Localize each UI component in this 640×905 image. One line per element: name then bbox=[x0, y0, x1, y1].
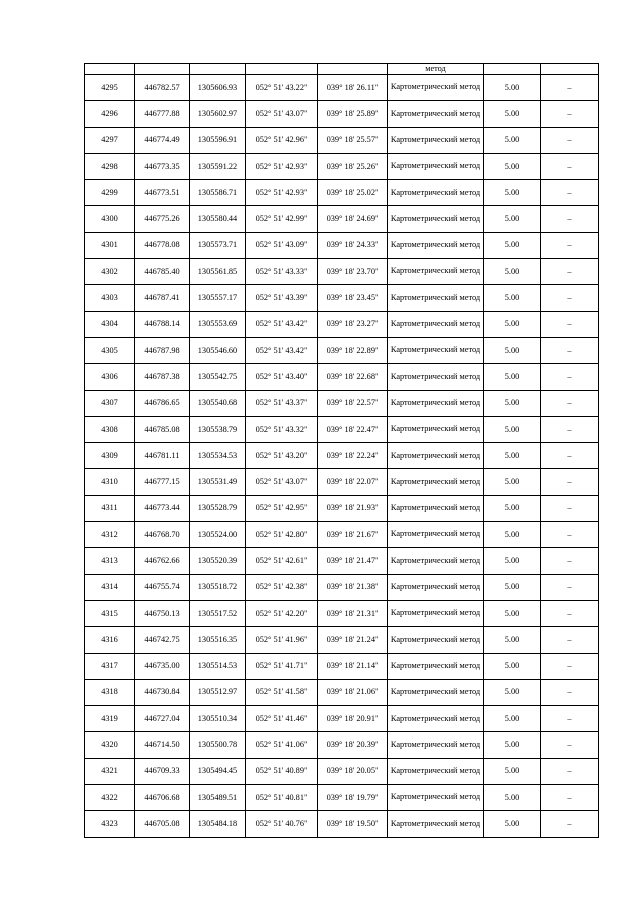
note-cell: – bbox=[541, 443, 599, 469]
x-coordinate-cell: 446773.35 bbox=[135, 153, 190, 179]
table-row bbox=[85, 206, 599, 232]
x-coordinate-cell: 446755.74 bbox=[135, 574, 190, 600]
point-number-cell: 4318 bbox=[85, 679, 135, 705]
method-cell: Картометрический метод bbox=[388, 285, 484, 311]
point-number-cell: 4309 bbox=[85, 443, 135, 469]
point-number-cell: 4303 bbox=[85, 285, 135, 311]
longitude-cell: 039° 18' 21.14" bbox=[318, 653, 388, 679]
accuracy-cell: 5.00 bbox=[484, 679, 541, 705]
latitude-cell: 052° 51' 42.93" bbox=[246, 180, 318, 206]
method-cell: Картометрический метод bbox=[388, 364, 484, 390]
latitude-cell: 052° 51' 43.22" bbox=[246, 75, 318, 101]
method-cell: Картометрический метод bbox=[388, 811, 484, 837]
method-cell: Картометрический метод bbox=[388, 785, 484, 811]
longitude-cell: 039° 18' 21.06" bbox=[318, 679, 388, 705]
note-cell: – bbox=[541, 180, 599, 206]
table-row bbox=[85, 627, 599, 653]
table-row bbox=[85, 364, 599, 390]
note-cell: – bbox=[541, 706, 599, 732]
x-coordinate-cell: 446778.08 bbox=[135, 232, 190, 258]
point-number-cell: 4300 bbox=[85, 206, 135, 232]
method-cell: Картометрический метод bbox=[388, 337, 484, 363]
x-coordinate-cell: 446787.98 bbox=[135, 337, 190, 363]
note-cell: – bbox=[541, 416, 599, 442]
accuracy-cell: 5.00 bbox=[484, 390, 541, 416]
method-cell: Картометрический метод bbox=[388, 390, 484, 416]
y-coordinate-cell: 1305531.49 bbox=[190, 469, 246, 495]
table-row bbox=[85, 232, 599, 258]
note-cell: – bbox=[541, 811, 599, 837]
point-number-cell: 4319 bbox=[85, 706, 135, 732]
longitude-cell: 039° 18' 20.39" bbox=[318, 732, 388, 758]
table-row bbox=[85, 127, 599, 153]
accuracy-cell: 5.00 bbox=[484, 364, 541, 390]
point-number-cell: 4316 bbox=[85, 627, 135, 653]
accuracy-cell: 5.00 bbox=[484, 311, 541, 337]
note-cell: – bbox=[541, 259, 599, 285]
method-cell: Картометрический метод bbox=[388, 416, 484, 442]
table-row bbox=[85, 811, 599, 837]
longitude-cell: 039° 18' 25.89" bbox=[318, 101, 388, 127]
table-cell bbox=[190, 64, 246, 75]
point-number-cell: 4295 bbox=[85, 75, 135, 101]
table-cell bbox=[541, 64, 599, 75]
y-coordinate-cell: 1305591.22 bbox=[190, 153, 246, 179]
table-row bbox=[85, 600, 599, 626]
latitude-cell: 052° 51' 43.20" bbox=[246, 443, 318, 469]
point-number-cell: 4301 bbox=[85, 232, 135, 258]
latitude-cell: 052° 51' 42.95" bbox=[246, 495, 318, 521]
method-cell: Картометрический метод bbox=[388, 495, 484, 521]
table-cell bbox=[318, 64, 388, 75]
y-coordinate-cell: 1305520.39 bbox=[190, 548, 246, 574]
latitude-cell: 052° 51' 41.96" bbox=[246, 627, 318, 653]
longitude-cell: 039° 18' 19.79" bbox=[318, 785, 388, 811]
accuracy-cell: 5.00 bbox=[484, 206, 541, 232]
point-number-cell: 4321 bbox=[85, 758, 135, 784]
latitude-cell: 052° 51' 42.61" bbox=[246, 548, 318, 574]
table-cell bbox=[484, 64, 541, 75]
y-coordinate-cell: 1305484.18 bbox=[190, 811, 246, 837]
note-cell: – bbox=[541, 337, 599, 363]
longitude-cell: 039° 18' 21.38" bbox=[318, 574, 388, 600]
y-coordinate-cell: 1305553.69 bbox=[190, 311, 246, 337]
note-cell: – bbox=[541, 653, 599, 679]
note-cell: – bbox=[541, 75, 599, 101]
point-number-cell: 4296 bbox=[85, 101, 135, 127]
y-coordinate-cell: 1305494.45 bbox=[190, 758, 246, 784]
latitude-cell: 052° 51' 42.93" bbox=[246, 153, 318, 179]
accuracy-cell: 5.00 bbox=[484, 811, 541, 837]
accuracy-cell: 5.00 bbox=[484, 153, 541, 179]
point-number-cell: 4297 bbox=[85, 127, 135, 153]
longitude-cell: 039° 18' 21.47" bbox=[318, 548, 388, 574]
y-coordinate-cell: 1305602.97 bbox=[190, 101, 246, 127]
method-cell: Картометрический метод bbox=[388, 706, 484, 732]
point-number-cell: 4306 bbox=[85, 364, 135, 390]
x-coordinate-cell: 446706.68 bbox=[135, 785, 190, 811]
y-coordinate-cell: 1305573.71 bbox=[190, 232, 246, 258]
y-coordinate-cell: 1305524.00 bbox=[190, 522, 246, 548]
y-coordinate-cell: 1305546.60 bbox=[190, 337, 246, 363]
longitude-cell: 039° 18' 22.68" bbox=[318, 364, 388, 390]
method-cell: Картометрический метод bbox=[388, 180, 484, 206]
accuracy-cell: 5.00 bbox=[484, 574, 541, 600]
note-cell: – bbox=[541, 390, 599, 416]
point-number-cell: 4310 bbox=[85, 469, 135, 495]
point-number-cell: 4320 bbox=[85, 732, 135, 758]
y-coordinate-cell: 1305516.35 bbox=[190, 627, 246, 653]
longitude-cell: 039° 18' 19.50" bbox=[318, 811, 388, 837]
longitude-cell: 039° 18' 22.24" bbox=[318, 443, 388, 469]
note-cell: – bbox=[541, 679, 599, 705]
y-coordinate-cell: 1305489.51 bbox=[190, 785, 246, 811]
method-cell: Картометрический метод bbox=[388, 574, 484, 600]
point-number-cell: 4307 bbox=[85, 390, 135, 416]
latitude-cell: 052° 51' 43.40" bbox=[246, 364, 318, 390]
note-cell: – bbox=[541, 232, 599, 258]
note-cell: – bbox=[541, 364, 599, 390]
accuracy-cell: 5.00 bbox=[484, 285, 541, 311]
longitude-cell: 039° 18' 22.57" bbox=[318, 390, 388, 416]
method-cell: Картометрический метод bbox=[388, 627, 484, 653]
longitude-cell: 039° 18' 20.05" bbox=[318, 758, 388, 784]
accuracy-cell: 5.00 bbox=[484, 232, 541, 258]
latitude-cell: 052° 51' 40.76" bbox=[246, 811, 318, 837]
table-row bbox=[85, 153, 599, 179]
y-coordinate-cell: 1305557.17 bbox=[190, 285, 246, 311]
note-cell: – bbox=[541, 469, 599, 495]
note-cell: – bbox=[541, 732, 599, 758]
method-cell: Картометрический метод bbox=[388, 522, 484, 548]
x-coordinate-cell: 446730.84 bbox=[135, 679, 190, 705]
note-cell: – bbox=[541, 574, 599, 600]
latitude-cell: 052° 51' 41.06" bbox=[246, 732, 318, 758]
x-coordinate-cell: 446781.11 bbox=[135, 443, 190, 469]
x-coordinate-cell: 446787.41 bbox=[135, 285, 190, 311]
point-number-cell: 4317 bbox=[85, 653, 135, 679]
y-coordinate-cell: 1305510.34 bbox=[190, 706, 246, 732]
y-coordinate-cell: 1305586.71 bbox=[190, 180, 246, 206]
table-cell: метод bbox=[388, 64, 484, 75]
x-coordinate-cell: 446777.15 bbox=[135, 469, 190, 495]
note-cell: – bbox=[541, 311, 599, 337]
method-cell: Картометрический метод bbox=[388, 758, 484, 784]
x-coordinate-cell: 446786.65 bbox=[135, 390, 190, 416]
accuracy-cell: 5.00 bbox=[484, 600, 541, 626]
accuracy-cell: 5.00 bbox=[484, 416, 541, 442]
accuracy-cell: 5.00 bbox=[484, 548, 541, 574]
table-row bbox=[85, 416, 599, 442]
y-coordinate-cell: 1305517.52 bbox=[190, 600, 246, 626]
latitude-cell: 052° 51' 41.58" bbox=[246, 679, 318, 705]
point-number-cell: 4322 bbox=[85, 785, 135, 811]
accuracy-cell: 5.00 bbox=[484, 522, 541, 548]
longitude-cell: 039° 18' 25.26" bbox=[318, 153, 388, 179]
x-coordinate-cell: 446773.44 bbox=[135, 495, 190, 521]
x-coordinate-cell: 446768.70 bbox=[135, 522, 190, 548]
longitude-cell: 039° 18' 25.57" bbox=[318, 127, 388, 153]
method-cell: Картометрический метод bbox=[388, 600, 484, 626]
point-number-cell: 4312 bbox=[85, 522, 135, 548]
table-row bbox=[85, 259, 599, 285]
y-coordinate-cell: 1305518.72 bbox=[190, 574, 246, 600]
x-coordinate-cell: 446788.14 bbox=[135, 311, 190, 337]
accuracy-cell: 5.00 bbox=[484, 101, 541, 127]
x-coordinate-cell: 446782.57 bbox=[135, 75, 190, 101]
table-row bbox=[85, 285, 599, 311]
accuracy-cell: 5.00 bbox=[484, 337, 541, 363]
longitude-cell: 039° 18' 22.07" bbox=[318, 469, 388, 495]
accuracy-cell: 5.00 bbox=[484, 758, 541, 784]
point-number-cell: 4302 bbox=[85, 259, 135, 285]
longitude-cell: 039° 18' 25.02" bbox=[318, 180, 388, 206]
longitude-cell: 039° 18' 21.93" bbox=[318, 495, 388, 521]
table-row bbox=[85, 443, 599, 469]
x-coordinate-cell: 446742.75 bbox=[135, 627, 190, 653]
note-cell: – bbox=[541, 153, 599, 179]
note-cell: – bbox=[541, 522, 599, 548]
y-coordinate-cell: 1305542.75 bbox=[190, 364, 246, 390]
table-row bbox=[85, 706, 599, 732]
table-cell bbox=[246, 64, 318, 75]
latitude-cell: 052° 51' 40.81" bbox=[246, 785, 318, 811]
longitude-cell: 039° 18' 22.47" bbox=[318, 416, 388, 442]
accuracy-cell: 5.00 bbox=[484, 653, 541, 679]
x-coordinate-cell: 446787.38 bbox=[135, 364, 190, 390]
y-coordinate-cell: 1305538.79 bbox=[190, 416, 246, 442]
note-cell: – bbox=[541, 548, 599, 574]
method-cell: Картометрический метод bbox=[388, 311, 484, 337]
y-coordinate-cell: 1305596.91 bbox=[190, 127, 246, 153]
method-cell: Картометрический метод bbox=[388, 232, 484, 258]
table-row bbox=[85, 758, 599, 784]
accuracy-cell: 5.00 bbox=[484, 443, 541, 469]
longitude-cell: 039° 18' 24.33" bbox=[318, 232, 388, 258]
accuracy-cell: 5.00 bbox=[484, 127, 541, 153]
accuracy-cell: 5.00 bbox=[484, 706, 541, 732]
latitude-cell: 052° 51' 43.42" bbox=[246, 311, 318, 337]
x-coordinate-cell: 446775.26 bbox=[135, 206, 190, 232]
method-cell: Картометрический метод bbox=[388, 679, 484, 705]
table-row bbox=[85, 785, 599, 811]
method-cell: Картометрический метод bbox=[388, 206, 484, 232]
x-coordinate-cell: 446727.04 bbox=[135, 706, 190, 732]
latitude-cell: 052° 51' 42.80" bbox=[246, 522, 318, 548]
latitude-cell: 052° 51' 43.37" bbox=[246, 390, 318, 416]
point-number-cell: 4305 bbox=[85, 337, 135, 363]
y-coordinate-cell: 1305514.53 bbox=[190, 653, 246, 679]
y-coordinate-cell: 1305606.93 bbox=[190, 75, 246, 101]
y-coordinate-cell: 1305500.78 bbox=[190, 732, 246, 758]
table-row bbox=[85, 75, 599, 101]
method-cell: Картометрический метод bbox=[388, 75, 484, 101]
table-row bbox=[85, 548, 599, 574]
point-number-cell: 4304 bbox=[85, 311, 135, 337]
note-cell: – bbox=[541, 627, 599, 653]
method-cell: Картометрический метод bbox=[388, 469, 484, 495]
point-number-cell: 4313 bbox=[85, 548, 135, 574]
longitude-cell: 039° 18' 24.69" bbox=[318, 206, 388, 232]
latitude-cell: 052° 51' 42.96" bbox=[246, 127, 318, 153]
accuracy-cell: 5.00 bbox=[484, 732, 541, 758]
note-cell: – bbox=[541, 206, 599, 232]
accuracy-cell: 5.00 bbox=[484, 469, 541, 495]
x-coordinate-cell: 446750.13 bbox=[135, 600, 190, 626]
x-coordinate-cell: 446762.66 bbox=[135, 548, 190, 574]
longitude-cell: 039° 18' 26.11" bbox=[318, 75, 388, 101]
y-coordinate-cell: 1305580.44 bbox=[190, 206, 246, 232]
point-number-cell: 4314 bbox=[85, 574, 135, 600]
table-row bbox=[85, 337, 599, 363]
latitude-cell: 052° 51' 41.71" bbox=[246, 653, 318, 679]
y-coordinate-cell: 1305512.97 bbox=[190, 679, 246, 705]
method-cell: Картометрический метод bbox=[388, 101, 484, 127]
table-row bbox=[85, 390, 599, 416]
y-coordinate-cell: 1305534.53 bbox=[190, 443, 246, 469]
point-number-cell: 4299 bbox=[85, 180, 135, 206]
longitude-cell: 039° 18' 23.45" bbox=[318, 285, 388, 311]
x-coordinate-cell: 446774.49 bbox=[135, 127, 190, 153]
longitude-cell: 039° 18' 21.24" bbox=[318, 627, 388, 653]
longitude-cell: 039° 18' 21.67" bbox=[318, 522, 388, 548]
latitude-cell: 052° 51' 43.39" bbox=[246, 285, 318, 311]
latitude-cell: 052° 51' 43.07" bbox=[246, 469, 318, 495]
latitude-cell: 052° 51' 42.20" bbox=[246, 600, 318, 626]
x-coordinate-cell: 446777.88 bbox=[135, 101, 190, 127]
latitude-cell: 052° 51' 41.46" bbox=[246, 706, 318, 732]
table-row bbox=[85, 574, 599, 600]
table-row bbox=[85, 101, 599, 127]
y-coordinate-cell: 1305561.85 bbox=[190, 259, 246, 285]
note-cell: – bbox=[541, 101, 599, 127]
method-cell: Картометрический метод bbox=[388, 548, 484, 574]
method-cell: Картометрический метод bbox=[388, 732, 484, 758]
method-cell: Картометрический метод bbox=[388, 443, 484, 469]
x-coordinate-cell: 446785.40 bbox=[135, 259, 190, 285]
accuracy-cell: 5.00 bbox=[484, 627, 541, 653]
accuracy-cell: 5.00 bbox=[484, 495, 541, 521]
table-row bbox=[85, 679, 599, 705]
x-coordinate-cell: 446705.08 bbox=[135, 811, 190, 837]
note-cell: – bbox=[541, 600, 599, 626]
accuracy-cell: 5.00 bbox=[484, 180, 541, 206]
note-cell: – bbox=[541, 495, 599, 521]
accuracy-cell: 5.00 bbox=[484, 259, 541, 285]
latitude-cell: 052° 51' 40.89" bbox=[246, 758, 318, 784]
point-number-cell: 4298 bbox=[85, 153, 135, 179]
table-row bbox=[85, 653, 599, 679]
method-cell: Картометрический метод bbox=[388, 653, 484, 679]
x-coordinate-cell: 446714.50 bbox=[135, 732, 190, 758]
latitude-cell: 052° 51' 42.38" bbox=[246, 574, 318, 600]
method-cell: Картометрический метод bbox=[388, 259, 484, 285]
y-coordinate-cell: 1305540.68 bbox=[190, 390, 246, 416]
latitude-cell: 052° 51' 43.07" bbox=[246, 101, 318, 127]
table-row bbox=[85, 495, 599, 521]
latitude-cell: 052° 51' 43.33" bbox=[246, 259, 318, 285]
point-number-cell: 4315 bbox=[85, 600, 135, 626]
table-cell bbox=[135, 64, 190, 75]
note-cell: – bbox=[541, 127, 599, 153]
y-coordinate-cell: 1305528.79 bbox=[190, 495, 246, 521]
method-cell: Картометрический метод bbox=[388, 153, 484, 179]
table-cell bbox=[85, 64, 135, 75]
accuracy-cell: 5.00 bbox=[484, 75, 541, 101]
longitude-cell: 039° 18' 20.91" bbox=[318, 706, 388, 732]
table-row bbox=[85, 469, 599, 495]
x-coordinate-cell: 446709.33 bbox=[135, 758, 190, 784]
longitude-cell: 039° 18' 23.70" bbox=[318, 259, 388, 285]
accuracy-cell: 5.00 bbox=[484, 785, 541, 811]
point-number-cell: 4323 bbox=[85, 811, 135, 837]
x-coordinate-cell: 446785.08 bbox=[135, 416, 190, 442]
note-cell: – bbox=[541, 758, 599, 784]
longitude-cell: 039° 18' 21.31" bbox=[318, 600, 388, 626]
x-coordinate-cell: 446773.51 bbox=[135, 180, 190, 206]
latitude-cell: 052° 51' 43.09" bbox=[246, 232, 318, 258]
method-cell: Картометрический метод bbox=[388, 127, 484, 153]
table-row bbox=[85, 311, 599, 337]
x-coordinate-cell: 446735.00 bbox=[135, 653, 190, 679]
coordinates-table bbox=[84, 63, 599, 838]
longitude-cell: 039° 18' 22.89" bbox=[318, 337, 388, 363]
continued-header-row bbox=[85, 64, 599, 75]
table-row bbox=[85, 180, 599, 206]
point-number-cell: 4308 bbox=[85, 416, 135, 442]
table-row bbox=[85, 522, 599, 548]
note-cell: – bbox=[541, 285, 599, 311]
note-cell: – bbox=[541, 785, 599, 811]
point-number-cell: 4311 bbox=[85, 495, 135, 521]
latitude-cell: 052° 51' 43.32" bbox=[246, 416, 318, 442]
latitude-cell: 052° 51' 43.42" bbox=[246, 337, 318, 363]
latitude-cell: 052° 51' 42.99" bbox=[246, 206, 318, 232]
longitude-cell: 039° 18' 23.27" bbox=[318, 311, 388, 337]
table-row bbox=[85, 732, 599, 758]
